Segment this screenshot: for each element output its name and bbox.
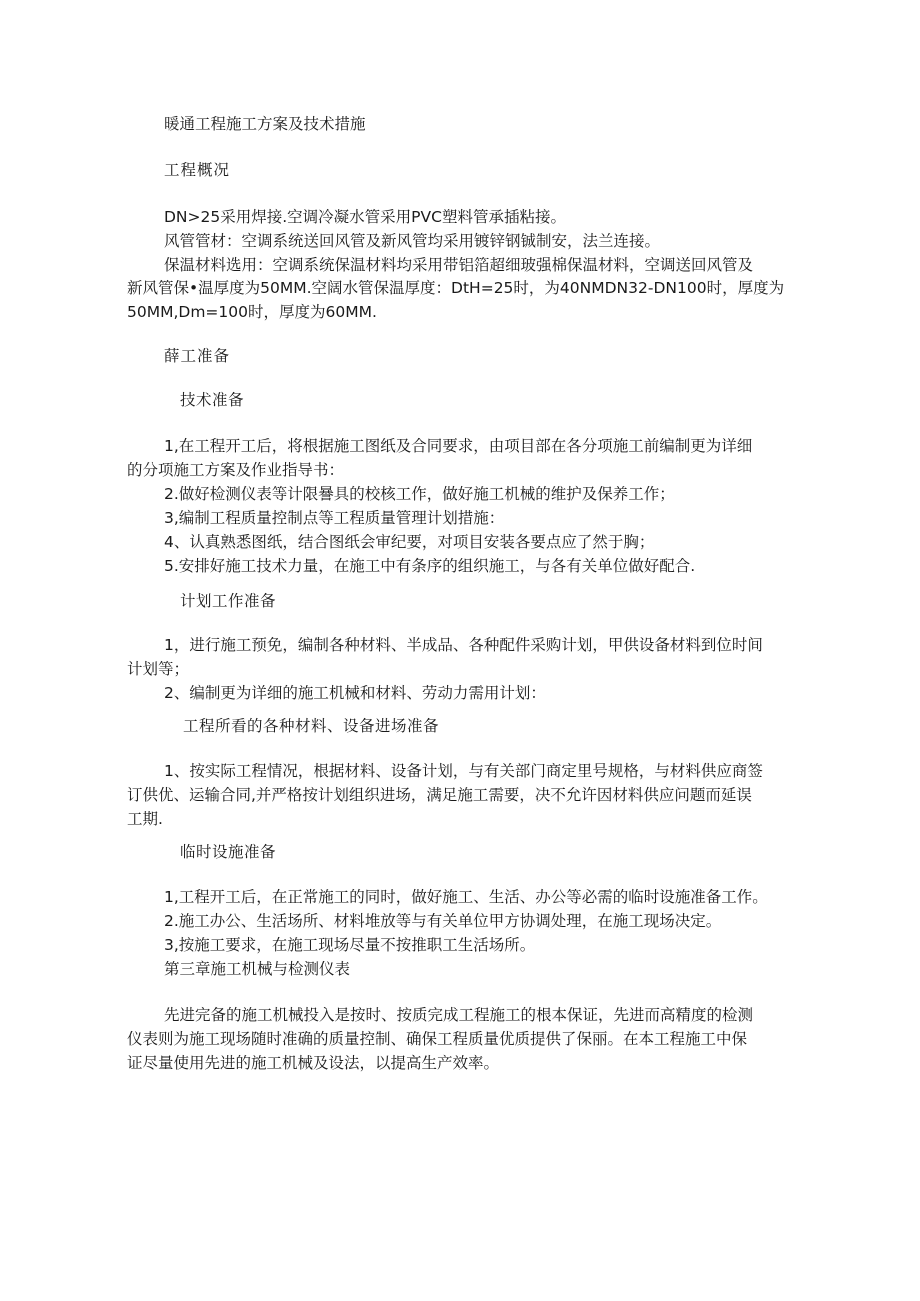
prep-heading: 薛工准备	[164, 347, 231, 365]
plan-line: 计划等；	[127, 660, 190, 678]
tech-prep-line: 1,在工程开工后，将根据施工图纸及合同要求，由项目部在各分项施工前编制更为详细	[164, 437, 753, 455]
temp-line: 2.施工办公、生活场所、材料堆放等与有关单位甲方协调处理，在施工现场决定。	[164, 912, 722, 930]
tech-prep-line: 的分项施工方案及作业指导书：	[127, 461, 345, 479]
chapter3-line: 先进完备的施工机械投入是按时、按质完成工程施工的根本保证，先进而高精度的检测	[164, 1006, 754, 1024]
plan-heading: 计划工作准备	[180, 592, 277, 610]
material-line: 1、按实际工程情况，根据材料、设备计划，与有关部门商定里号规格，与材料供应商签	[164, 762, 763, 780]
material-line: 工期.	[127, 810, 163, 828]
overview-line: 新风管保•温厚度为50MM.空阔水管保温厚度：DtH=25时，为40NMDN32-DN100时，厚度为	[127, 279, 785, 297]
temp-heading: 临时设施准备	[180, 843, 277, 861]
tech-prep-line: 3,编制工程质量控制点等工程质量管理计划措施：	[164, 509, 505, 527]
material-heading: 工程所看的各种材料、设备进场准备	[183, 717, 440, 735]
tech-prep-line: 5.安排好施工技术力量，在施工中有条序的组织施工，与各有关单位做好配合.	[164, 557, 696, 575]
chapter3-line: 仪表则为施工现场随时准确的质量控制、确保工程质量优质提供了保丽。在本工程施工中保	[127, 1030, 748, 1048]
tech-prep-line: 4、认真熟悉图纸，结合图纸会审纪要，对项目安装各要点应了然于胸；	[164, 533, 655, 551]
chapter3-line: 证尽量使用先进的施工机械及设法，以提高生产效率。	[127, 1054, 500, 1072]
overview-heading: 工程概况	[164, 161, 231, 179]
tech-prep-line: 2.做好检测仪表等计限謈具的校核工作，做好施工机械的维护及保养工作；	[164, 485, 675, 503]
temp-line: 1,工程开工后，在正常施工的同时，做好施工、生活、办公等必需的临时设施准备工作。	[164, 888, 768, 906]
tech-prep-heading: 技术准备	[180, 391, 245, 409]
overview-line: DN>25采用焊接.空调冷凝水管采用PVC塑料管承插粘接。	[164, 208, 566, 226]
overview-line: 风管管材：空调系统送回风管及新风管均采用镀锌钢铖制安，法兰连接。	[164, 232, 661, 250]
document-title: 暖通工程施工方案及技术措施	[164, 115, 366, 133]
chapter3-heading: 第三章施工机械与检测仪表	[164, 960, 351, 978]
overview-line: 保温材料选用：空调系统保温材料均采用带铝箔超细玻强棉保温材料，空调送回风管及	[164, 256, 754, 274]
plan-line: 1，进行施工预免，编制各种材料、半成品、各种配件采购计划，甲供设备材料到位时间	[164, 636, 763, 654]
plan-line: 2、编制更为详细的施工机械和材料、劳动力需用计划：	[164, 684, 546, 702]
material-line: 订供优、运输合同,并严格按计划组织进场，满足施工需要，决不允许因材料供应问题而延误	[127, 786, 752, 804]
temp-line: 3,按施工要求，在施工现场尽量不按推职工生活场所。	[164, 936, 536, 954]
overview-line: 50MM,Dm=100时，厚度为60MM.	[127, 303, 377, 321]
